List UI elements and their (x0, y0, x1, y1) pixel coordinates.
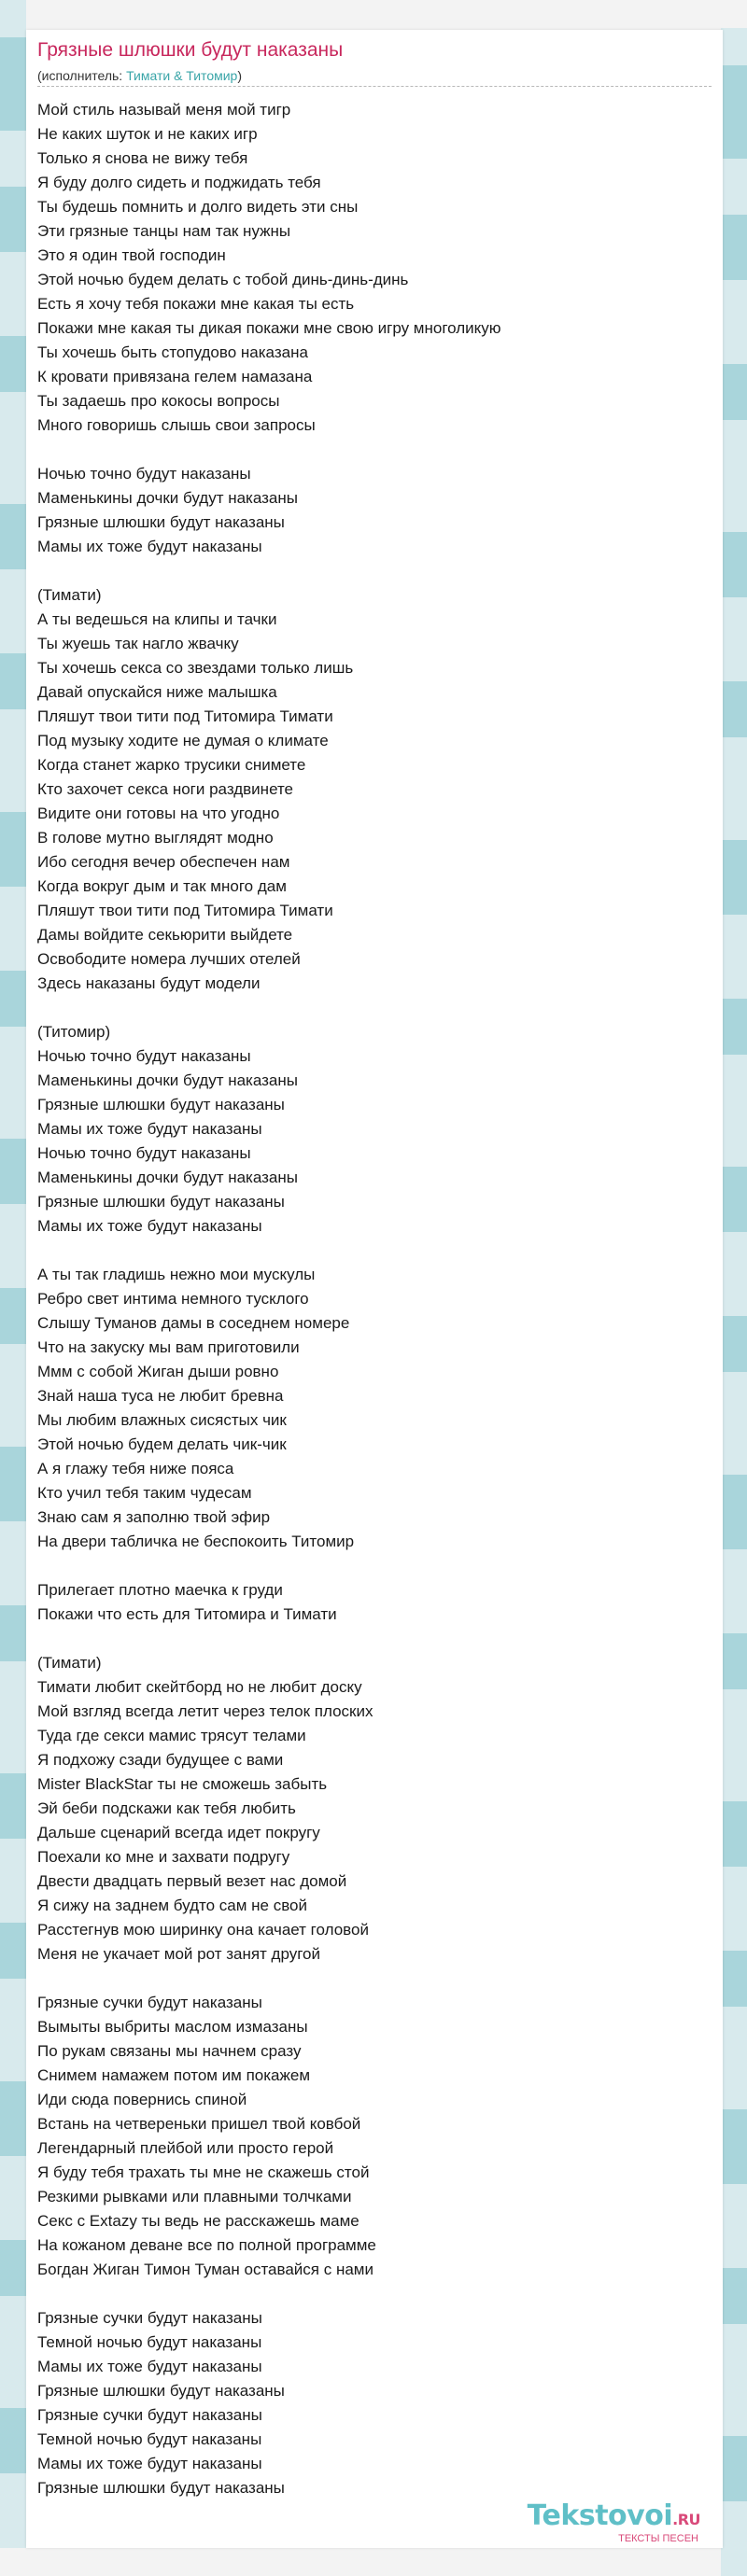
lyric-line: К кровати привязана гелем намазана (37, 368, 313, 385)
lyric-line: Грязные шлюшки будут наказаны (37, 2479, 285, 2497)
lyric-line: Я подхожу сзади будущее с вами (37, 1751, 284, 1769)
lyric-line: (Титомир) (37, 1023, 111, 1041)
site-logo[interactable] (528, 2501, 700, 2544)
stripe-band (721, 1633, 747, 1689)
lyric-line: Этой ночью будем делать с тобой динь-динь-динь (37, 271, 409, 288)
lyric-line: Видите они готовы на что угодно (37, 805, 280, 822)
lyric-line: Дальше сценарий всегда идет покругу (37, 1824, 320, 1841)
stripe-band (721, 681, 747, 737)
stripe-band (721, 280, 747, 364)
stanza-break (37, 438, 712, 462)
lyric-line: Расстегнув мою ширинку она качает головой (37, 1921, 369, 1939)
stanza-break (37, 1627, 712, 1651)
lyric-line: А ты ведешься на клипы и тачки (37, 610, 277, 628)
lyric-line: Встань на четвереньки пришел твой ковбой (37, 2115, 361, 2133)
lyric-line: Иди сюда повернись спиной (37, 2091, 247, 2108)
lyric-line: Ребро свет интима немного тусклого (37, 1290, 309, 1308)
lyric-line: Легендарный плейбой или просто герой (37, 2139, 334, 2157)
stripe-band (0, 2408, 26, 2473)
lyric-line: Вымыты выбриты маслом измазаны (37, 2018, 308, 2036)
lyric-line: Дамы войдите секьюрити выйдете (37, 926, 293, 944)
lyric-line: Освободите номера лучших отелей (37, 950, 301, 968)
lyric-line: Темной ночью будут наказаны (37, 2333, 262, 2351)
lyric-line: Прилегает плотно маечка к груди (37, 1581, 283, 1599)
lyric-line: Грязные сучки будут наказаны (37, 2406, 262, 2424)
lyric-line: А ты так гладишь нежно мои мускулы (37, 1266, 316, 1283)
stripe-band (721, 1801, 747, 1867)
lyric-line: Покажи мне какая ты дикая покажи мне свою игру многоликую (37, 319, 501, 337)
stripe-band (721, 1372, 747, 1475)
stripe-band (0, 709, 26, 812)
lyric-line: На двери табличка не беспокоить Титомир (37, 1533, 355, 1550)
stanza-break (37, 996, 712, 1020)
stripe-band (721, 915, 747, 999)
stripe-band (0, 653, 26, 709)
lyric-line: Когда станет жарко трусики снимете (37, 756, 306, 774)
lyric-line: Слышу Туманов дамы в соседнем номере (37, 1314, 350, 1332)
stripe-band (0, 336, 26, 392)
stripe-band (0, 1605, 26, 1661)
lyric-line: Ночью точно будут наказаны (37, 1144, 251, 1162)
lyric-line: Здесь наказаны будут модели (37, 974, 261, 992)
lyric-line: Ты хочешь секса со звездами только лишь (37, 659, 354, 677)
left-decorative-stripes (0, 0, 26, 2548)
lyric-line: Грязные сучки будут наказаны (37, 1994, 262, 2011)
stripe-band (0, 2240, 26, 2296)
lyric-line: Мамы их тоже будут наказаны (37, 1120, 262, 1138)
song-title: Грязные шлюшки будут наказаны (37, 39, 344, 61)
lyric-line: Мы любим влажных сисястых чик (37, 1411, 287, 1429)
stripe-band (721, 1475, 747, 1549)
lyric-line: Резкими рывками или плавными толчками (37, 2188, 352, 2205)
lyric-line: А я глажу тебя ниже пояса (37, 1460, 234, 1477)
lyric-line: Эти грязные танцы нам так нужны (37, 222, 291, 240)
stripe-band (0, 1204, 26, 1288)
lyric-line: Только я снова не вижу тебя (37, 149, 248, 167)
lyric-line: Мой взгляд всегда летит через телок плоских (37, 1702, 374, 1720)
stripe-band (0, 1139, 26, 1204)
lyric-line: Грязные сучки будут наказаны (37, 2309, 262, 2327)
logo-tagline: ТЕКСТЫ ПЕСЕН (618, 2533, 698, 2544)
lyric-line: Грязные шлюшки будут наказаны (37, 513, 285, 531)
lyric-line: Давай опускайся ниже малышка (37, 683, 277, 701)
lyric-line: На кожаном деване все по полной программе (37, 2236, 376, 2254)
stripe-band (721, 532, 747, 597)
stanza-break (37, 559, 712, 583)
lyric-line: Снимем намажем потом им покажем (37, 2066, 311, 2084)
stripe-band (0, 887, 26, 971)
lyric-line: Ночью точно будут наказаны (37, 465, 251, 483)
stanza-break (37, 1239, 712, 1263)
lyric-line: Мой стиль называй меня мой тигр (37, 101, 291, 119)
stripe-band (0, 187, 26, 252)
stripe-band (721, 1549, 747, 1633)
stripe-band (721, 2436, 747, 2501)
lyric-line: Ты будешь помнить и долго видеть эти сны (37, 198, 359, 216)
lyric-line: Покажи что есть для Титомира и Тимати (37, 1605, 337, 1623)
lyric-line: Я буду тебя трахать ты мне не скажешь стой (37, 2163, 370, 2181)
stripe-band (721, 2501, 747, 2576)
stripe-band (721, 2109, 747, 2184)
stripe-band (0, 2156, 26, 2240)
stripe-band (0, 1839, 26, 1923)
stripe-band (0, 1661, 26, 1773)
lyric-line: Знаю сам я заполню твой эфир (37, 1508, 271, 1526)
stripe-band (721, 1055, 747, 1167)
stripe-band (721, 2324, 747, 2436)
stripe-band (0, 1344, 26, 1447)
stripe-band (0, 569, 26, 653)
stanza-break (37, 2282, 712, 2306)
stripe-band (0, 1521, 26, 1605)
lyric-line: Ммм с собой Жиган дыши ровно (37, 1363, 279, 1380)
stripe-band (721, 737, 747, 840)
lyric-line: Есть я хочу тебя покажи мне какая ты есть (37, 295, 355, 313)
title-divider (37, 86, 712, 87)
stripe-band (721, 65, 747, 159)
lyric-line: (Тимати) (37, 586, 102, 604)
lyric-line: Меня не укачает мой рот занят другой (37, 1945, 321, 1963)
stripe-band (0, 1027, 26, 1139)
stripe-band (721, 2268, 747, 2324)
stripe-band (721, 1689, 747, 1801)
lyric-line: Маменькины дочки будут наказаны (37, 1071, 298, 1089)
stripe-band (0, 131, 26, 187)
lyric-line: Грязные шлюшки будут наказаны (37, 1193, 285, 1211)
stripe-band (721, 420, 747, 532)
stripe-band (0, 1288, 26, 1344)
stripe-band (0, 1773, 26, 1839)
stripe-band (721, 2007, 747, 2109)
lyric-line: Двести двадцать первый везет нас домой (37, 1872, 347, 1890)
lyrics-text (37, 98, 712, 2500)
lyric-line: Поехали ко мне и захвати подругу (37, 1848, 290, 1866)
stripe-band (0, 0, 26, 37)
lyric-line: Пляшут твои тити под Титомира Тимати (37, 707, 333, 725)
lyric-line: Я буду долго сидеть и поджидать тебя (37, 174, 321, 191)
lyric-line: Ты хочешь быть стопудово наказана (37, 343, 308, 361)
lyric-line: Mister BlackStar ты не сможешь забыть (37, 1775, 328, 1793)
lyric-line: Темной ночью будут наказаны (37, 2430, 262, 2448)
lyric-line: Ты задаешь про кокосы вопросы (37, 392, 280, 410)
artist-link[interactable]: Тимати & Титомир (126, 68, 238, 83)
stripe-band (721, 840, 747, 915)
lyric-line: Мамы их тоже будут наказаны (37, 1217, 262, 1235)
stripe-band (721, 2184, 747, 2268)
lyric-line: Маменькины дочки будут наказаны (37, 1169, 298, 1186)
stripe-band (721, 364, 747, 420)
lyric-line: Много говоришь слышь свои запросы (37, 416, 316, 434)
lyric-line: (Тимати) (37, 1654, 102, 1672)
lyric-line: Под музыку ходите не думая о климате (37, 732, 329, 749)
stripe-band (0, 2473, 26, 2548)
stripe-band (0, 971, 26, 1027)
performer-line (37, 67, 242, 84)
lyrics-card (26, 30, 723, 2548)
logo-tld: .RU (672, 2511, 700, 2528)
lyric-line: Маменькины дочки будут наказаны (37, 489, 298, 507)
lyric-line: Этой ночью будем делать чик-чик (37, 1435, 287, 1453)
stripe-band (0, 2081, 26, 2156)
lyric-line: Ночью точно будут наказаны (37, 1047, 251, 1065)
lyric-line: Богдан Жиган Тимон Туман оставайся с нами (37, 2261, 374, 2278)
stripe-band (721, 215, 747, 280)
performer-prefix: (исполнитель: (37, 68, 127, 83)
lyric-line: В голове мутно выглядят модно (37, 829, 274, 847)
lyric-line: Когда вокруг дым и так много дам (37, 877, 287, 895)
stripe-band (721, 1951, 747, 2007)
lyric-line: Мамы их тоже будут наказаны (37, 2455, 262, 2472)
stripe-band (721, 1867, 747, 1951)
lyric-line: Ибо сегодня вечер обеспечен нам (37, 853, 290, 871)
stripe-band (0, 1923, 26, 1979)
lyric-line: По рукам связаны мы начнем сразу (37, 2042, 302, 2060)
lyric-line: Тимати любит скейтборд но не любит доску (37, 1678, 362, 1696)
stripe-band (721, 28, 747, 65)
logo-name: Tekstovoi (527, 2499, 673, 2532)
lyric-line: Кто захочет секса ноги раздвинете (37, 780, 294, 798)
lyric-line: Мамы их тоже будут наказаны (37, 538, 262, 555)
lyric-line: Знай наша туса не любит бревна (37, 1387, 284, 1405)
lyric-line: Пляшут твои тити под Титомира Тимати (37, 902, 333, 919)
lyric-line: Это я один твой господин (37, 246, 226, 264)
lyric-line: Туда где секси мамис трясут телами (37, 1727, 306, 1744)
lyric-line: Ты жуешь так нагло жвачку (37, 635, 239, 652)
stanza-break (37, 1967, 712, 1991)
lyric-line: Что на закуску мы вам приготовили (37, 1338, 300, 1356)
stripe-band (0, 812, 26, 887)
lyric-line: Грязные шлюшки будут наказаны (37, 2382, 285, 2400)
right-decorative-stripes (721, 0, 747, 2548)
lyric-line: Мамы их тоже будут наказаны (37, 2358, 262, 2375)
stripe-band (0, 2296, 26, 2408)
stripe-band (721, 159, 747, 215)
stripe-band (0, 37, 26, 131)
stripe-band (0, 504, 26, 569)
lyric-line: Грязные шлюшки будут наказаны (37, 1096, 285, 1113)
lyric-line: Кто учил тебя таким чудесам (37, 1484, 252, 1502)
lyric-line: Секс с Extazy ты ведь не расскажешь маме (37, 2212, 359, 2230)
stripe-band (0, 392, 26, 504)
performer-suffix: ) (237, 68, 243, 83)
lyric-line: Я сижу на заднем будто сам не свой (37, 1897, 307, 1914)
lyric-line: Эй беби подскажи как тебя любить (37, 1799, 296, 1817)
stripe-band (0, 252, 26, 336)
lyric-line: Не каких шуток и не каких игр (37, 125, 258, 143)
stripe-band (721, 1232, 747, 1316)
stripe-band (0, 1979, 26, 2081)
stripe-band (0, 1447, 26, 1521)
stripe-band (721, 597, 747, 681)
stripe-band (721, 999, 747, 1055)
stripe-band (721, 1167, 747, 1232)
stripe-band (721, 1316, 747, 1372)
stanza-break (37, 1554, 712, 1578)
